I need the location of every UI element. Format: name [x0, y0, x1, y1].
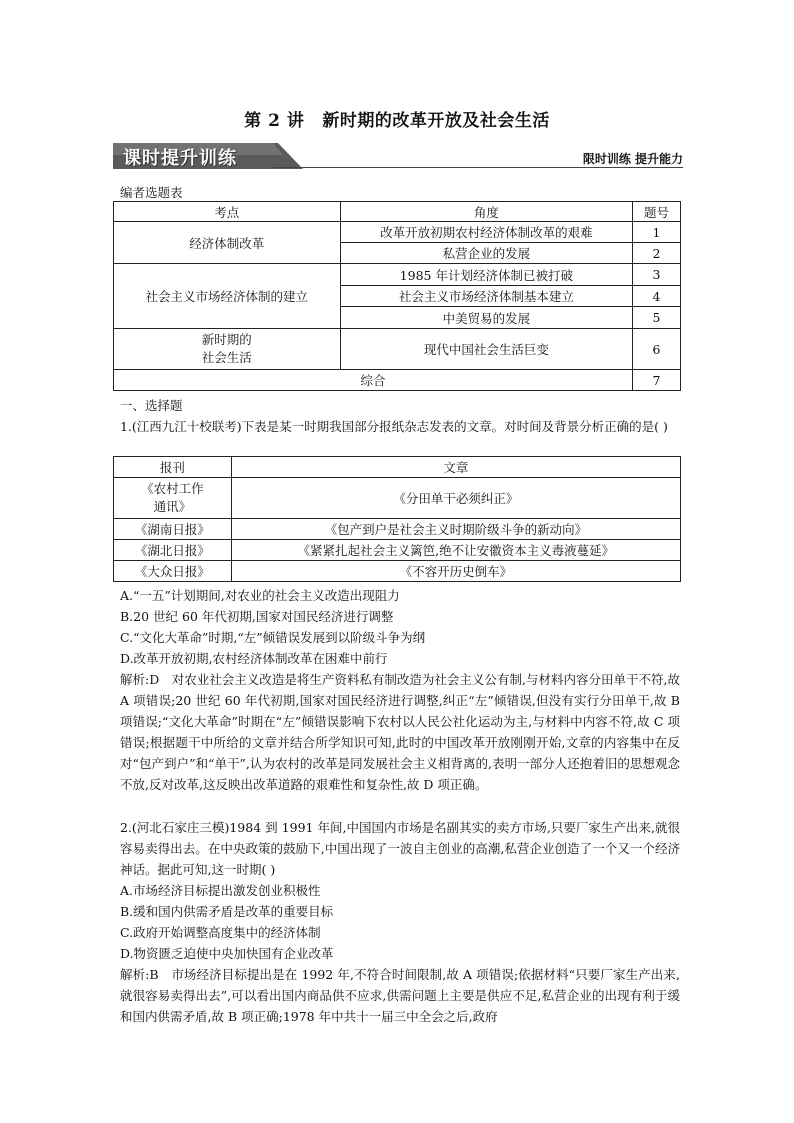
summary-label: 综合	[114, 370, 633, 391]
publication-cell: 《大众日报》	[114, 561, 232, 582]
table-row	[114, 519, 681, 540]
option-a: A.市场经济目标提出激发创业积极性	[120, 883, 321, 898]
table-header-row	[114, 202, 681, 222]
banner-rule	[273, 167, 683, 168]
banner-subtitle: 限时训练 提升能力	[582, 152, 683, 166]
table-row	[114, 540, 681, 561]
question-1-table	[113, 456, 681, 582]
header-publication: 报刊	[114, 457, 232, 478]
lecture-title: 新时期的改革开放及社会生活	[322, 111, 550, 131]
article-cell: 《包产到户是社会主义时期阶级斗争的新动向》	[231, 519, 680, 540]
header-number: 题号	[633, 202, 681, 222]
number-cell: 4	[633, 286, 681, 307]
angle-cell: 现代中国社会生活巨变	[340, 329, 632, 370]
option-b: B.缓和国内供需矛盾是改革的重要目标	[120, 904, 334, 919]
topic-cell: 社会主义市场经济体制的建立	[114, 264, 341, 329]
publication-cell: 《湖南日报》	[114, 519, 232, 540]
number-cell: 2	[633, 243, 681, 264]
header-angle: 角度	[340, 202, 632, 222]
table-summary-row	[114, 370, 681, 391]
publication-cell: 《农村工作 通讯》	[114, 478, 232, 519]
number-cell: 6	[633, 329, 681, 370]
number-cell: 7	[633, 370, 681, 391]
topic-cell: 经济体制改革	[114, 222, 341, 264]
option-a: A.“一五”计划期间,对农业的社会主义改造出现阻力	[120, 588, 400, 603]
lecture-number: 第 2 讲	[244, 111, 305, 131]
number-cell: 5	[633, 307, 681, 329]
angle-cell: 1985 年计划经济体制已被打破	[340, 264, 632, 286]
option-b: B.20 世纪 60 年代初期,国家对国民经济进行调整	[120, 609, 394, 624]
topic-cell: 新时期的 社会生活	[114, 329, 341, 370]
table-row	[114, 264, 681, 286]
article-cell: 《紧紧扎起社会主义篱笆,绝不让安徽资本主义毒液蔓延》	[231, 540, 680, 561]
angle-cell: 私营企业的发展	[340, 243, 632, 264]
question-1-analysis: 解析:D 对农业社会主义改造是将生产资料私有制改造为社会主义公有制,与材料内容分田单干不符,故 A 项错误;20 世纪 60 年代初期,国家对国民经济进行调整,纠正“左”倾错误,但没有实行分田单干,故 B 项错误;“文化大革命”时期在“左”倾错误影响下农村以人民公社化运动为主,与材料中内容不符,故 C 项错误;根据题干中所给的文章并结合所学知识可知,此时的中国改革开放刚刚开始,文章的内容集中在反对“包产到户”和“单干”,认为农村的改革是同发展社会主义相背离的,表明一部分人还抱着旧的思想观念不放,反对改革,这反映出改革道路的艰难性和复杂性,故 D 项正确。	[120, 672, 680, 792]
angle-cell: 社会主义市场经济体制基本建立	[340, 286, 632, 307]
table-row	[114, 561, 681, 582]
angle-cell: 中美贸易的发展	[340, 307, 632, 329]
option-c: C.“文化大革命”时期,“左”倾错误发展到以阶级斗争为纲	[120, 630, 426, 645]
header-article: 文章	[231, 457, 680, 478]
question-2-analysis: 解析:B 市场经济目标提出是在 1992 年,不符合时间限制,故 A 项错误;依据材料“只要厂家生产出来,就很容易卖得出去”,可以看出国内商品供不应求,供需问题上主要是供应不足,私营企业的出现有利于缓和国内供需矛盾,故 B 项正确;1978 年中共十一届三中全会之后,政府	[120, 967, 680, 1024]
option-d: D.物资匮乏迫使中央加快国有企业改革	[120, 946, 334, 961]
angle-cell: 改革开放初期农村经济体制改革的艰难	[340, 222, 632, 243]
option-d: D.改革开放初期,农村经济体制改革在困难中前行	[120, 651, 388, 666]
number-cell: 3	[633, 264, 681, 286]
option-c: C.政府开始调整高度集中的经济体制	[120, 925, 321, 940]
question-2-options	[120, 880, 680, 964]
header-topic: 考点	[114, 202, 341, 222]
table-row	[114, 222, 681, 243]
page-title	[0, 106, 794, 131]
table-header-row	[114, 457, 681, 478]
section-heading: 一、选择题	[120, 398, 183, 413]
banner-title: 课时提升训练	[123, 148, 237, 169]
table-row	[114, 478, 681, 519]
section-banner	[113, 143, 683, 169]
article-cell: 《分田单干必须纠正》	[231, 478, 680, 519]
table-row	[114, 329, 681, 370]
publication-cell: 《湖北日报》	[114, 540, 232, 561]
question-1-options	[120, 585, 680, 669]
question-2-stem: 2.(河北石家庄三模)1984 到 1991 年间,中国国内市场是名副其实的卖方市场,只要厂家生产出来,就很容易卖得出去。在中央政策的鼓励下,中国出现了一波自主创业的高潮,私营企业创造了一个又一个经济神话。据此可知,这一时期( )	[120, 820, 680, 877]
number-cell: 1	[633, 222, 681, 243]
article-cell: 《不容开历史倒车》	[231, 561, 680, 582]
table-caption: 编者选题表	[120, 185, 183, 200]
question-1-stem: 1.(江西九江十校联考)下表是某一时期我国部分报纸杂志发表的文章。对时间及背景分析正确的是( )	[120, 419, 668, 434]
topic-selection-table	[113, 201, 681, 391]
